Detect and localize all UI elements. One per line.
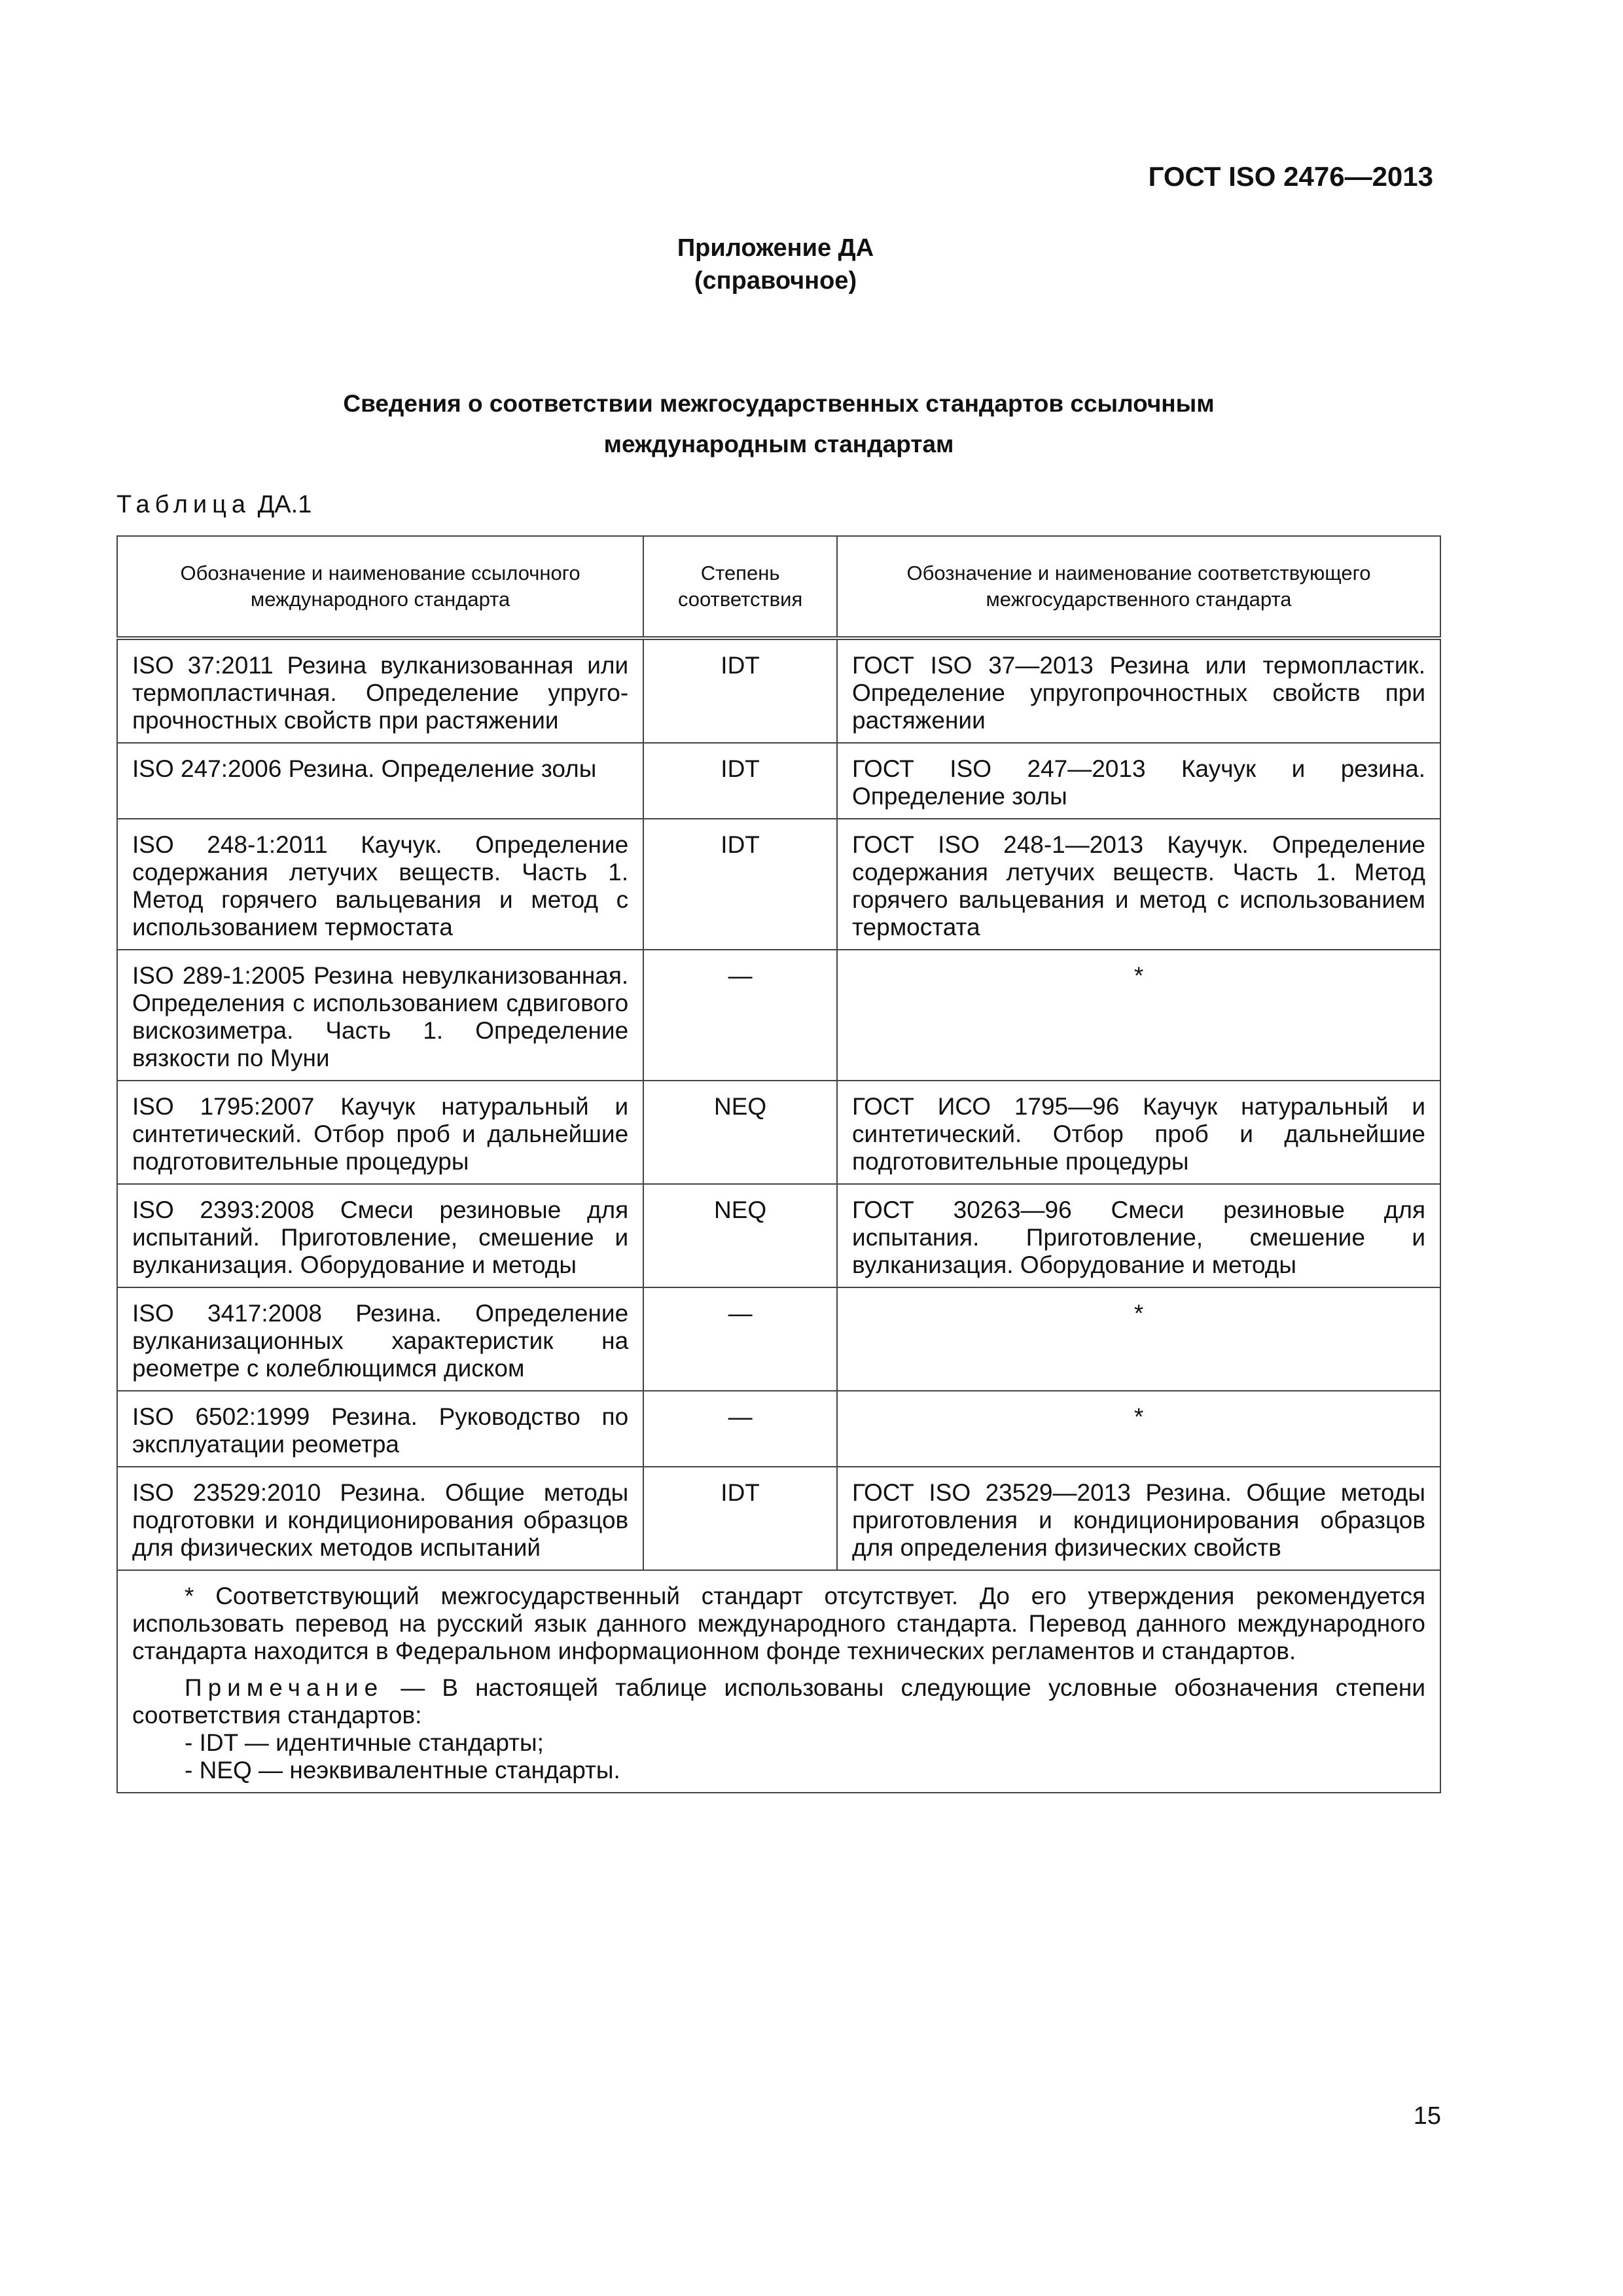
appendix-heading <box>0 232 1551 297</box>
table-row <box>117 638 1440 743</box>
header-interstate-standard: Обозначение и наименование соответствующего межгосударственного стандарта <box>837 536 1440 638</box>
table-row <box>117 1467 1440 1570</box>
section-title-line-1: Сведения о соответствии межгосударственных стандартов ссылочным <box>343 390 1215 417</box>
cell-interstate: * <box>837 1391 1440 1467</box>
cell-international: ISO 1795:2007 Каучук натуральный и синтетический. Отбор проб и дальнейшие подготовительные процедуры <box>117 1081 643 1184</box>
cell-interstate: ГОСТ ISO 23529—2013 Резина. Общие методы приготовления и кондиционирования образцов для определения физических свойств <box>837 1467 1440 1570</box>
table-caption <box>116 491 312 519</box>
cell-degree: — <box>643 1391 837 1467</box>
correspondence-table <box>116 535 1441 1793</box>
cell-interstate: ГОСТ ISO 247—2013 Каучук и резина. Определение золы <box>837 743 1440 819</box>
note-item-idt: - IDT — идентичные стандарты; <box>185 1729 544 1756</box>
cell-international: ISO 248-1:2011 Каучук. Определение содержания летучих веществ. Часть 1. Метод горячего вальцевания и метод с использованием термостата <box>117 819 643 950</box>
cell-international: ISO 289-1:2005 Резина невулканизованная. Определения с использованием сдвигового вискозиметра. Часть 1. Определение вязкости по Муни <box>117 950 643 1081</box>
header-degree: Степень соответствия <box>643 536 837 638</box>
table-footer <box>117 1570 1440 1793</box>
header-international-standard: Обозначение и наименование ссылочного международного стандарта <box>117 536 643 638</box>
footnote: * Соответствующий межгосударственный стандарт отсутствует. До его утверждения рекомендуется использовать перевод на русский язык данного международного стандарта. Перевод данного международного стандарта находится в Федеральном информационном фонде технических регламентов и стандартов. <box>132 1583 1425 1664</box>
table-row <box>117 743 1440 819</box>
table-row <box>117 1287 1440 1391</box>
table-row <box>117 1184 1440 1287</box>
cell-international: ISO 6502:1999 Резина. Руководство по эксплуатации реометра <box>117 1391 643 1467</box>
table-row <box>117 819 1440 950</box>
note-word: Примечание <box>185 1674 384 1701</box>
note-item-neq: - NEQ — неэквивалентные стандарты. <box>185 1757 620 1784</box>
cell-degree: IDT <box>643 638 837 743</box>
cell-degree: — <box>643 1287 837 1391</box>
cell-interstate: ГОСТ ISO 37—2013 Резина или термопластик. Определение упругопрочностных свойств при растяжении <box>837 638 1440 743</box>
page-number: 15 <box>1413 2102 1441 2130</box>
cell-degree: IDT <box>643 1467 837 1570</box>
section-title <box>262 384 1296 465</box>
table-header-row <box>117 536 1440 638</box>
cell-interstate: * <box>837 950 1440 1081</box>
table-row <box>117 1391 1440 1467</box>
cell-international: ISO 23529:2010 Резина. Общие методы подготовки и кондиционирования образцов для физических методов испытаний <box>117 1467 643 1570</box>
table-row <box>117 950 1440 1081</box>
cell-international: ISO 2393:2008 Смеси резиновые для испытаний. Приготовление, смешение и вулканизация. Оборудование и методы <box>117 1184 643 1287</box>
cell-degree: NEQ <box>643 1081 837 1184</box>
table-caption-word: Таблица <box>116 491 251 518</box>
note-text: — В настоящей таблице использованы следующие условные обозначения степени соответствия стандартов: <box>132 1674 1425 1729</box>
cell-interstate: ГОСТ 30263—96 Смеси резиновые для испытания. Приготовление, смешение и вулканизация. Оборудование и методы <box>837 1184 1440 1287</box>
document-code: ГОСТ ISO 2476—2013 <box>1148 161 1433 192</box>
note <box>132 1674 1425 1729</box>
cell-interstate: ГОСТ ИСО 1795—96 Каучук натуральный и синтетический. Отбор проб и дальнейшие подготовительные процедуры <box>837 1081 1440 1184</box>
cell-degree: — <box>643 950 837 1081</box>
cell-international: ISO 247:2006 Резина. Определение золы <box>117 743 643 819</box>
cell-interstate: ГОСТ ISO 248-1—2013 Каучук. Определение содержания летучих веществ. Часть 1. Метод горячего вальцевания и метод с использованием термостата <box>837 819 1440 950</box>
cell-degree: IDT <box>643 743 837 819</box>
appendix-kind: (справочное) <box>694 267 857 295</box>
appendix-title: Приложение ДА <box>677 234 874 262</box>
cell-international: ISO 37:2011 Резина вулканизованная или термопластичная. Определение упруго-прочностных свойств при растяжении <box>117 638 643 743</box>
table-row <box>117 1081 1440 1184</box>
cell-international: ISO 3417:2008 Резина. Определение вулканизационных характеристик на реометре с колеблющимся диском <box>117 1287 643 1391</box>
section-title-line-2: международным стандартам <box>603 431 954 457</box>
cell-degree: NEQ <box>643 1184 837 1287</box>
cell-degree: IDT <box>643 819 837 950</box>
table-footer-row <box>117 1570 1440 1793</box>
cell-interstate: * <box>837 1287 1440 1391</box>
table-caption-number: ДА.1 <box>257 491 312 518</box>
